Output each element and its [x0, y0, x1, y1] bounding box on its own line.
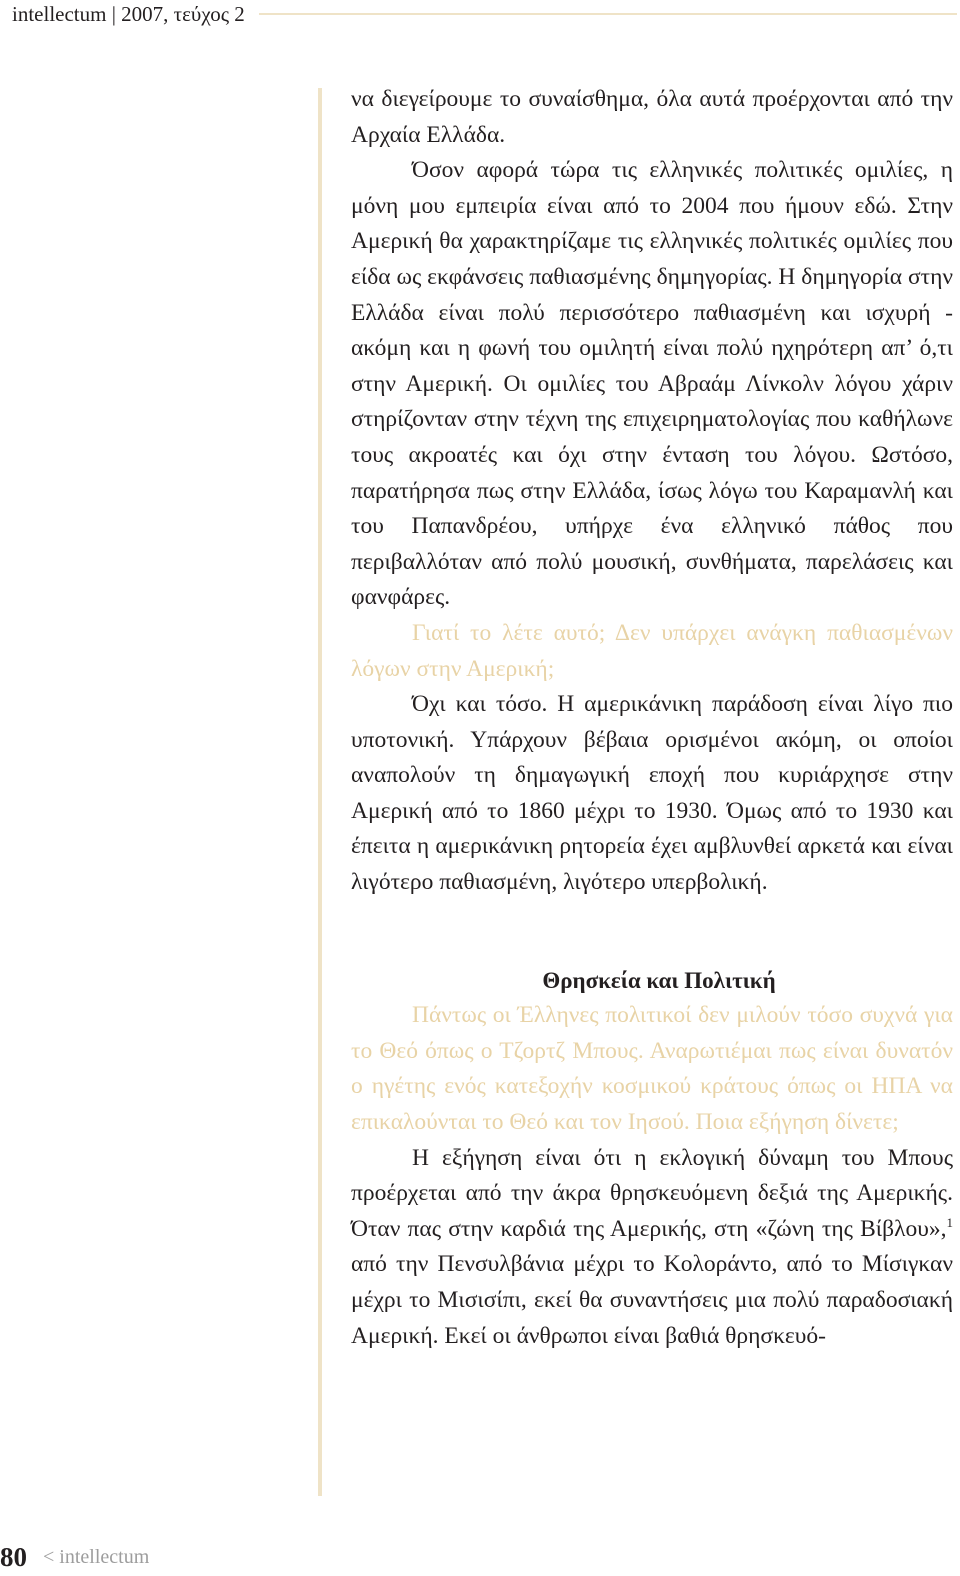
- header-rule: [259, 13, 957, 15]
- running-title: intellectum | 2007, τεύχος 2: [12, 1, 245, 26]
- paragraph-continuation: να διεγείρουμε το συναίσθημα, όλα αυτά προέρχονται από την Αρχαία Ελλάδα.: [351, 86, 953, 148]
- answer-2-text-start: Η εξήγηση είναι ότι η εκλογική δύναμη του Μπους προέρχεται από την άκρα θρησκευόμενη δεξιά της Αμερικής. Όταν πας στην καρδιά της Αμερικής, στη «ζώνη της Βίβλου»,: [351, 1144, 953, 1242]
- page-number: 80: [0, 1541, 27, 1572]
- footnote-marker[interactable]: 1: [946, 1214, 953, 1230]
- article-column: [351, 82, 953, 1354]
- interview-answer-1: Όχι και τόσο. Η αμερικάνικη παράδοση είναι λίγο πιο υποτονική. Υπάρχουν βέβαια ορισμένοι ακόμη, οι οποίοι αναπολούν τη δημαγωγική εποχή που κυριάρχησε στην Αμερική από το 1860 μέχρι το 1930. Όμως από το 1930 και έπειτα η αμερικάνικη ρητορεία έχει αμβλυνθεί αρκετά και είναι λιγότερο παθιασμένη, λιγότερο υπερβολική.: [351, 691, 953, 896]
- interview-question-1: Γιατί το λέτε αυτό; Δεν υπάρχει ανάγκη παθιασμένων λόγων στην Αμερική;: [351, 619, 953, 682]
- paragraph-political-speeches: Όσον αφορά τώρα τις ελληνικές πολιτικές ομιλίες, η μόνη μου εμπειρία είναι από το 2004 που ήμουν εδώ. Στην Αμερική θα χαρακτηρίζαμε τις ελληνικές πολιτικές ομιλίες που είδα ως εκφάνσεις παθιασμένης δημηγορίας. Η δημηγορία στην Ελλάδα είναι πολύ περισσότερο παθιασμένη και ισχυρή - ακόμη και η φωνή του ομιλητή είναι πολύ ηχηρότερη απ’ ό,τι στην Αμερική. Οι ομιλίες του Αβραάμ Λίνκολν λόγου χάριν στηρίζονταν στην τέχνη της επιχειρηματολογίας που καθήλωνε τους ακροατές και όχι στην ένταση του λόγου. Ωστόσο, παρατήρησα πως στην Ελλάδα, ίσως λόγω του Καραμανλή και του Παπανδρέου, υπήρχε ένα ελληνικό πάθος που περιβαλλόταν από πολύ μουσική, συνθήματα, παρελάσεις και φανφάρες.: [351, 157, 953, 611]
- section-heading: Θρησκεία και Πολιτική: [542, 967, 776, 993]
- interview-question-2: Πάντως οι Έλληνες πολιτικοί δεν μιλούν τόσο συχνά για το Θεό όπως ο Τζορτζ Μπους. Αναρωτιέμαι πως είναι δυνατόν ο ηγέτης ενός κατεξοχήν κοσμικού κράτους όπως οι ΗΠΑ να επικαλούνται το Θεό και τον Ιησού. Ποια εξήγηση δίνετε;: [351, 1002, 953, 1136]
- footer-label: < intellectum: [43, 1545, 150, 1568]
- answer-2-text-end: από την Πενσυλβάνια μέχρι το Κολοράντο, από το Μίσιγκαν μέχρι το Μισισίπι, εκεί θα συναντήσεις μια πολύ παραδοσιακή Αμερική. Εκεί οι άνθρωποι είναι βαθιά θρησκευό-: [351, 1251, 953, 1349]
- page-footer: [0, 1538, 300, 1576]
- section-gap: [351, 901, 953, 935]
- interview-answer-2: [351, 1141, 953, 1355]
- running-header: [12, 0, 957, 28]
- column-rule: [318, 88, 322, 1496]
